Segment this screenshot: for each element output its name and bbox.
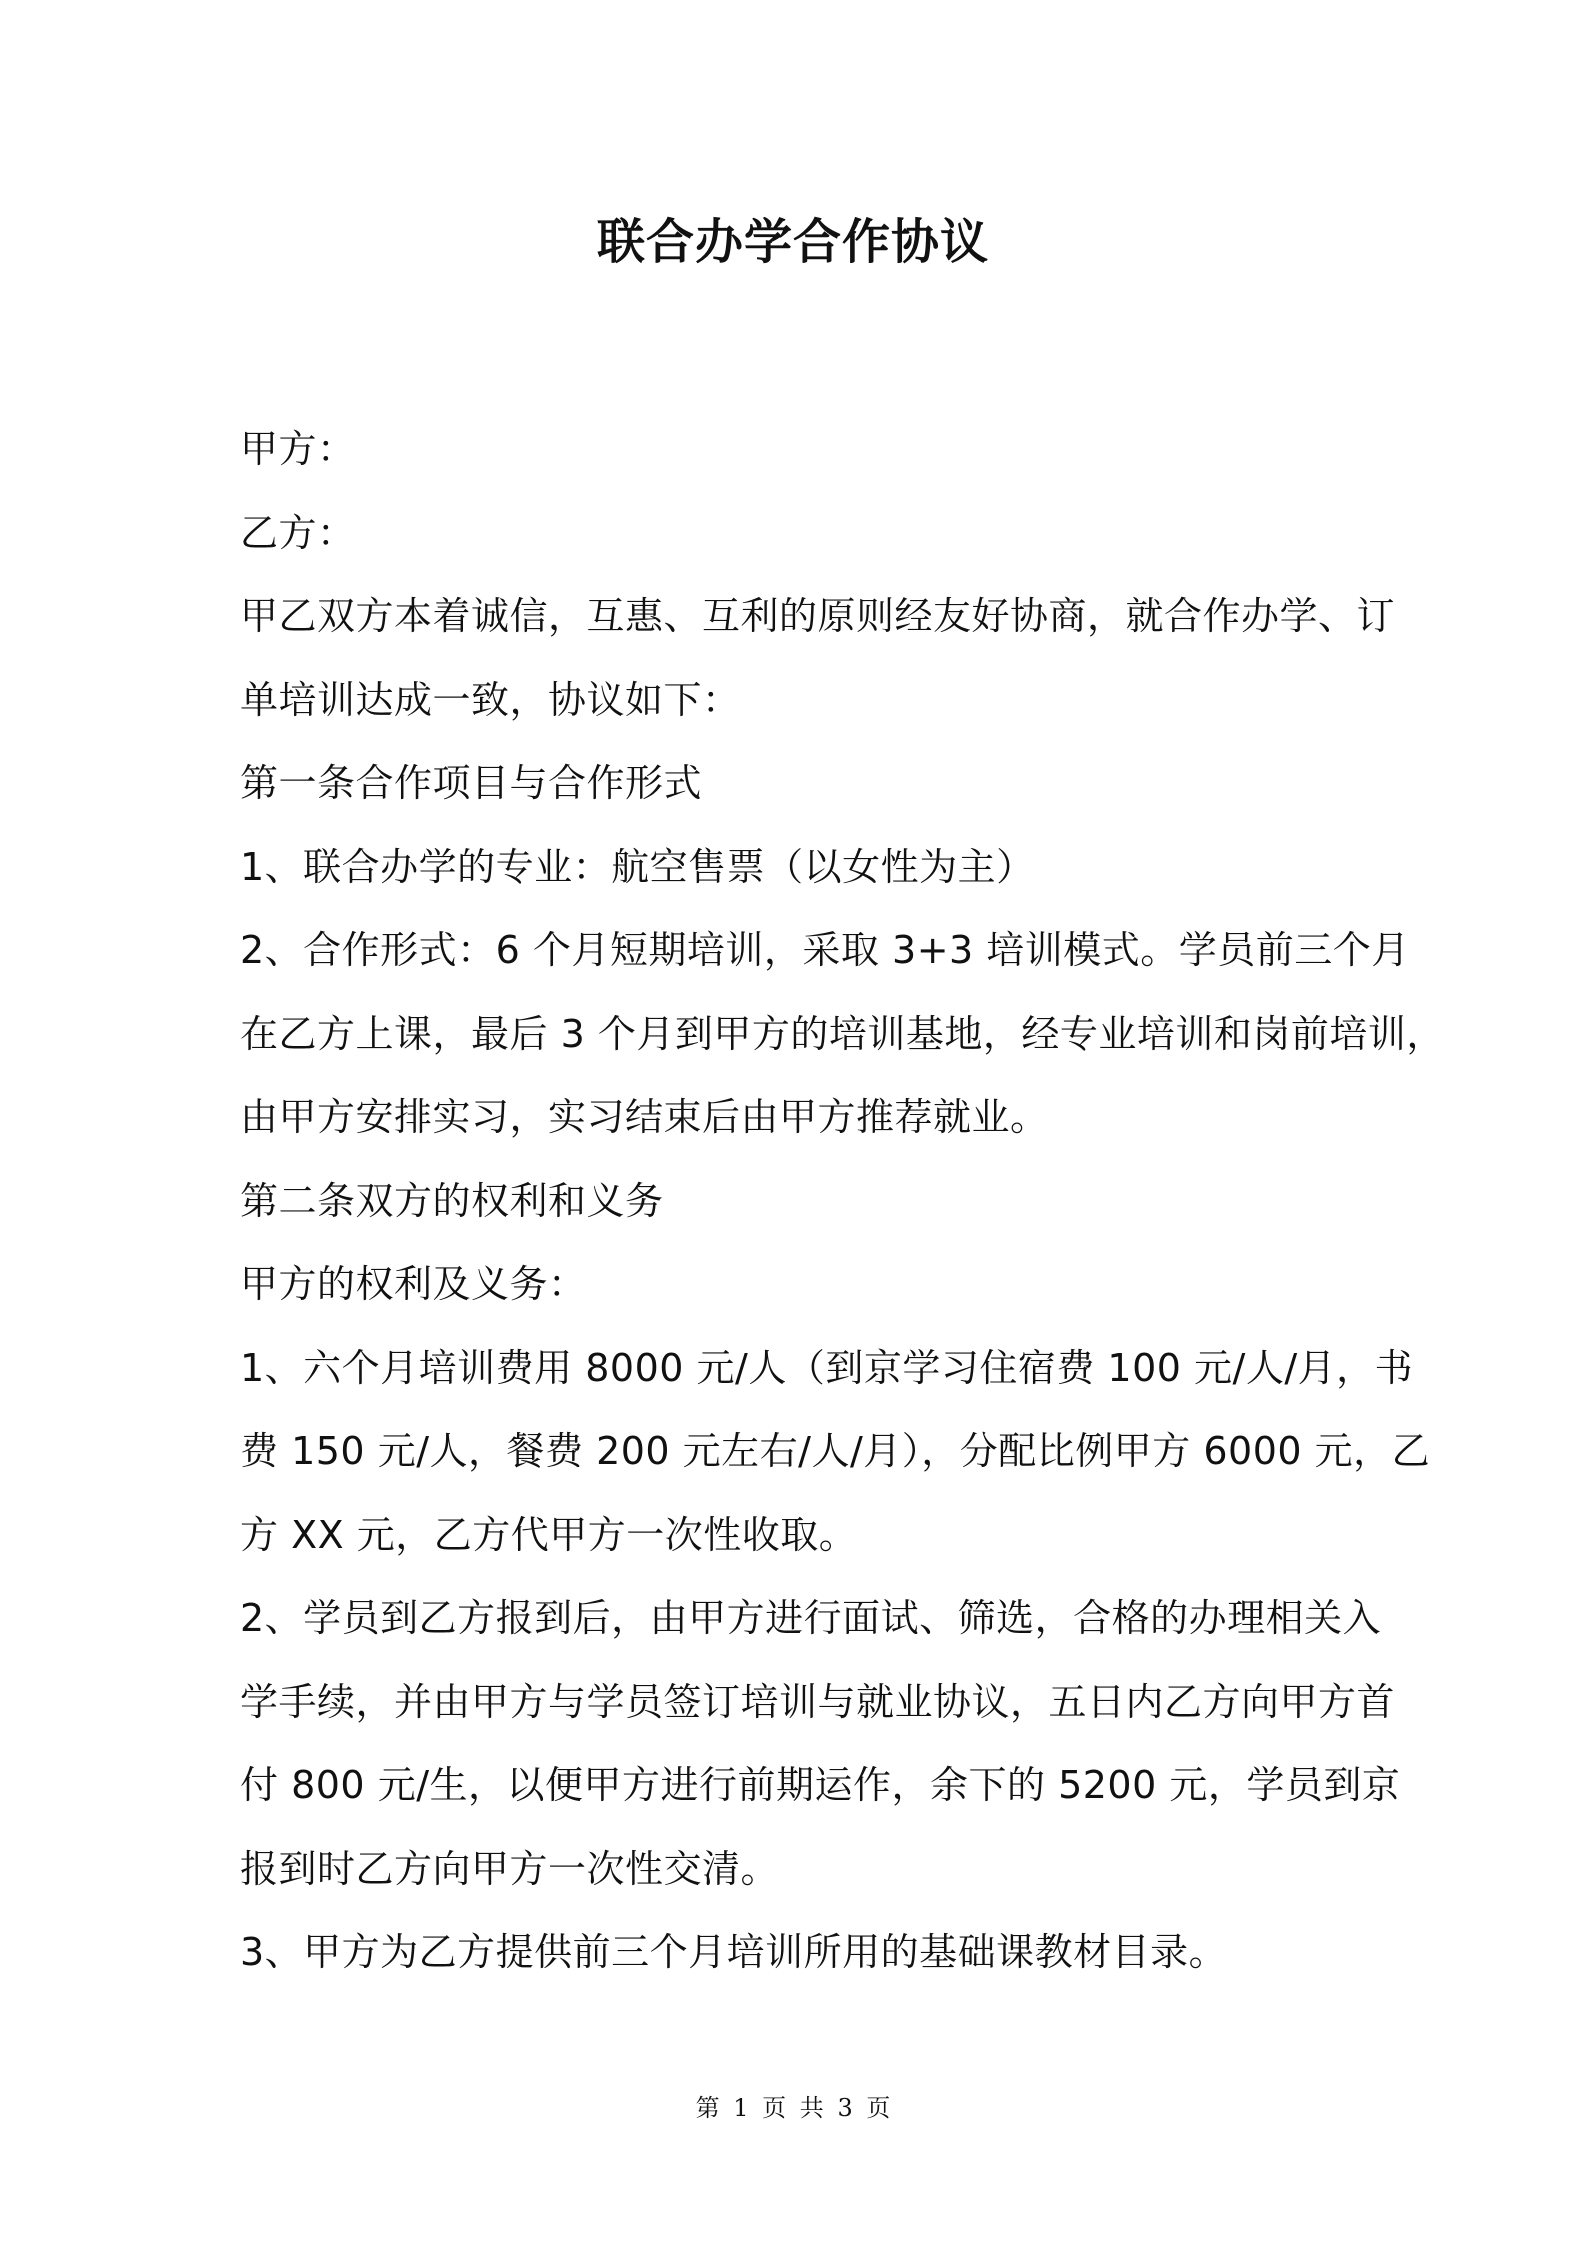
clause-line: 费 150 元/人，餐费 200 元左右/人/月），分配比例甲方 6000 元，乙 (240, 1429, 1431, 1473)
article-heading: 第一条合作项目与合作形式 (240, 761, 703, 805)
page-number-footer: 第 1 页 共 3 页 (695, 2094, 891, 2122)
document-body (240, 408, 1445, 1995)
clause-line: 2、合作形式：6 个月短期培训，采取 3+3 培训模式。学员前三个月 (240, 928, 1410, 972)
clause-line: 学手续，并由甲方与学员签订培训与就业协议，五日内乙方向甲方首 (240, 1679, 1396, 1724)
party-b-line: 乙方： (240, 510, 356, 555)
clause-line: 3、甲方为乙方提供前三个月培训所用的基础课教材目录。 (240, 1930, 1228, 1974)
document-title: 联合办学合作协议 (596, 214, 989, 270)
clause-line: 由甲方安排实习，实习结束后由甲方推荐就业。 (240, 1095, 1049, 1139)
clause-line: 报到时乙方向甲方一次性交清。 (240, 1846, 780, 1891)
article-heading: 第二条双方的权利和义务 (240, 1178, 664, 1223)
clause-line: 1、联合办学的专业：航空售票（以女性为主） (240, 844, 1035, 889)
clause-line: 1、六个月培训费用 8000 元/人（到京学习住宿费 100 元/人/月，书 (240, 1345, 1414, 1390)
section-heading: 甲方的权利及义务： (240, 1262, 587, 1306)
clause-line: 在乙方上课，最后 3 个月到甲方的培训基地，经专业培训和岗前培训， (240, 1011, 1445, 1056)
clause-line: 方 XX 元，乙方代甲方一次性收取。 (240, 1512, 858, 1557)
clause-line: 付 800 元/生，以便甲方进行前期运作，余下的 5200 元，学员到京 (240, 1763, 1401, 1807)
intro-line: 单培训达成一致，协议如下： (240, 677, 741, 722)
party-a-line: 甲方： (240, 427, 356, 471)
clause-line: 2、学员到乙方报到后，由甲方进行面试、筛选，合格的办理相关入 (240, 1596, 1382, 1640)
intro-line: 甲乙双方本着诚信，互惠、互利的原则经友好协商，就合作办学、订 (240, 594, 1396, 638)
